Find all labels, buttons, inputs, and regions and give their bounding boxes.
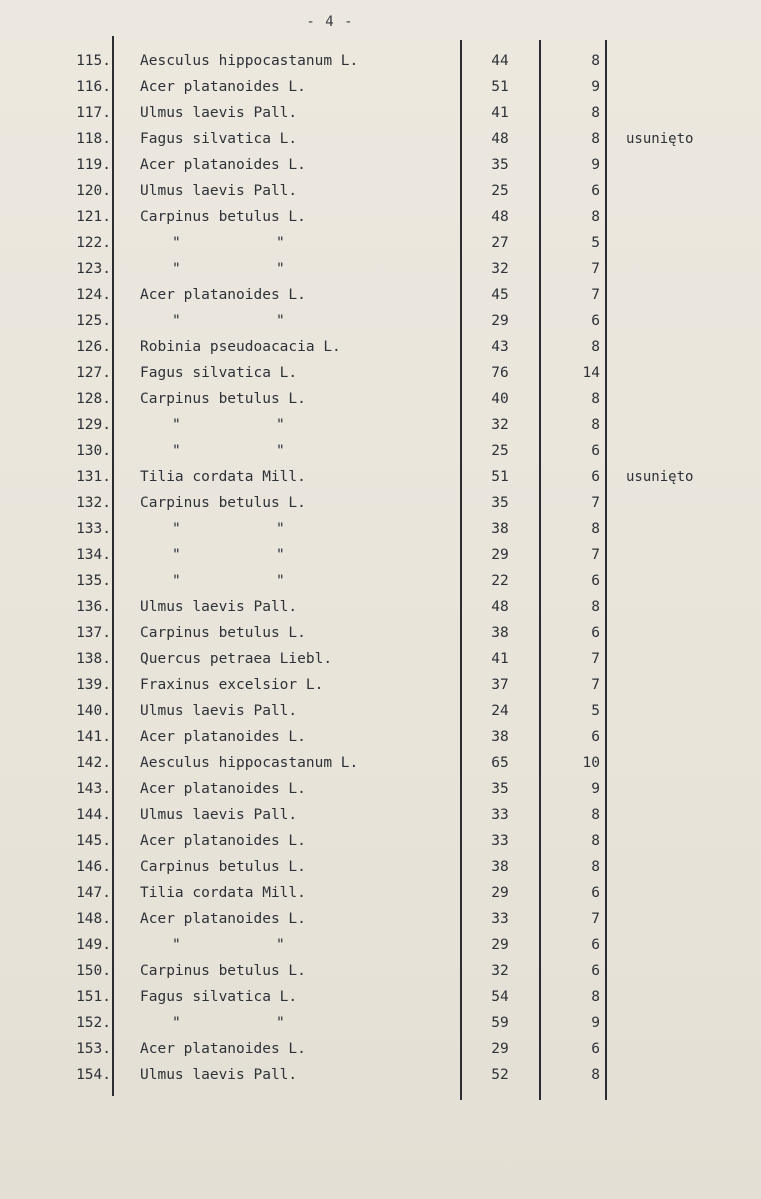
- table-row: [0, 672, 761, 698]
- table-row: [0, 360, 761, 386]
- ditto-mark-genus: ": [172, 261, 181, 277]
- table-row: [0, 178, 761, 204]
- row-number: 133.: [76, 521, 111, 537]
- value-column-2: 6: [591, 443, 600, 459]
- value-column-1: 59: [491, 1015, 509, 1031]
- table-row: [0, 100, 761, 126]
- value-column-2: 7: [591, 287, 600, 303]
- value-column-2: 6: [591, 313, 600, 329]
- species-name: Acer platanoides L.: [140, 287, 306, 303]
- ditto-mark-author: ": [276, 573, 285, 589]
- row-number: 141.: [76, 729, 111, 745]
- value-column-1: 29: [491, 1041, 509, 1057]
- table-row: [0, 490, 761, 516]
- species-name: Ulmus laevis Pall.: [140, 1067, 298, 1083]
- row-number: 117.: [76, 105, 111, 121]
- value-column-1: 37: [491, 677, 509, 693]
- table-row: [0, 1010, 761, 1036]
- value-column-2: 14: [582, 365, 600, 381]
- table-row: [0, 932, 761, 958]
- species-name: Carpinus betulus L.: [140, 391, 306, 407]
- row-number: 151.: [76, 989, 111, 1005]
- species-name: Carpinus betulus L.: [140, 495, 306, 511]
- row-number: 122.: [76, 235, 111, 251]
- value-column-1: 38: [491, 729, 509, 745]
- value-column-2: 6: [591, 937, 600, 953]
- value-column-2: 8: [591, 521, 600, 537]
- value-column-2: 8: [591, 599, 600, 615]
- value-column-1: 44: [491, 53, 509, 69]
- value-column-2: 6: [591, 469, 600, 485]
- value-column-1: 40: [491, 391, 509, 407]
- row-number: 120.: [76, 183, 111, 199]
- species-name: Aesculus hippocastanum L.: [140, 755, 359, 771]
- row-number: 123.: [76, 261, 111, 277]
- row-number: 154.: [76, 1067, 111, 1083]
- value-column-2: 8: [591, 209, 600, 225]
- species-name: Acer platanoides L.: [140, 1041, 306, 1057]
- row-number: 134.: [76, 547, 111, 563]
- table-row: [0, 1062, 761, 1088]
- row-number: 146.: [76, 859, 111, 875]
- row-number: 129.: [76, 417, 111, 433]
- value-column-1: 29: [491, 547, 509, 563]
- ditto-mark-genus: ": [172, 235, 181, 251]
- table-row: [0, 1036, 761, 1062]
- species-name: Acer platanoides L.: [140, 833, 306, 849]
- table-row: [0, 958, 761, 984]
- value-column-2: 7: [591, 677, 600, 693]
- species-name: Carpinus betulus L.: [140, 859, 306, 875]
- table-row: [0, 230, 761, 256]
- value-column-2: 5: [591, 235, 600, 251]
- table-row: [0, 516, 761, 542]
- species-name: Acer platanoides L.: [140, 729, 306, 745]
- table-row: [0, 256, 761, 282]
- value-column-2: 6: [591, 963, 600, 979]
- value-column-2: 8: [591, 131, 600, 147]
- row-number: 127.: [76, 365, 111, 381]
- value-column-2: 6: [591, 729, 600, 745]
- row-number: 132.: [76, 495, 111, 511]
- species-name: Robinia pseudoacacia L.: [140, 339, 341, 355]
- row-number: 139.: [76, 677, 111, 693]
- value-column-1: 25: [491, 443, 509, 459]
- row-number: 125.: [76, 313, 111, 329]
- table-row: [0, 750, 761, 776]
- ditto-mark-genus: ": [172, 313, 181, 329]
- row-number: 144.: [76, 807, 111, 823]
- ditto-mark-author: ": [276, 443, 285, 459]
- ditto-mark-author: ": [276, 521, 285, 537]
- table-row: [0, 568, 761, 594]
- ditto-mark-author: ": [276, 235, 285, 251]
- value-column-1: 32: [491, 963, 509, 979]
- row-number: 119.: [76, 157, 111, 173]
- species-name: Quercus petraea Liebl.: [140, 651, 333, 667]
- remark-note: usunięto: [626, 131, 694, 147]
- ditto-mark-author: ": [276, 261, 285, 277]
- value-column-1: 25: [491, 183, 509, 199]
- value-column-2: 7: [591, 547, 600, 563]
- row-number: 142.: [76, 755, 111, 771]
- row-number: 121.: [76, 209, 111, 225]
- value-column-2: 8: [591, 53, 600, 69]
- value-column-1: 76: [491, 365, 509, 381]
- table-row: [0, 828, 761, 854]
- value-column-1: 33: [491, 807, 509, 823]
- ditto-mark-genus: ": [172, 937, 181, 953]
- row-number: 126.: [76, 339, 111, 355]
- species-name: Aesculus hippocastanum L.: [140, 53, 359, 69]
- table-row: [0, 724, 761, 750]
- table-row: [0, 464, 761, 490]
- value-column-2: 8: [591, 105, 600, 121]
- table-row: [0, 412, 761, 438]
- value-column-1: 32: [491, 261, 509, 277]
- value-column-2: 8: [591, 807, 600, 823]
- species-name: Carpinus betulus L.: [140, 625, 306, 641]
- value-column-2: 9: [591, 157, 600, 173]
- value-column-1: 29: [491, 937, 509, 953]
- row-number: 150.: [76, 963, 111, 979]
- value-column-1: 35: [491, 781, 509, 797]
- table-row: [0, 594, 761, 620]
- species-name: Acer platanoides L.: [140, 79, 306, 95]
- species-name: Acer platanoides L.: [140, 911, 306, 927]
- species-name: Tilia cordata Mill.: [140, 885, 306, 901]
- row-number: 145.: [76, 833, 111, 849]
- value-column-1: 35: [491, 157, 509, 173]
- table-row: [0, 542, 761, 568]
- value-column-2: 7: [591, 911, 600, 927]
- species-name: Ulmus laevis Pall.: [140, 703, 298, 719]
- table-row: [0, 646, 761, 672]
- value-column-2: 7: [591, 495, 600, 511]
- value-column-1: 51: [491, 469, 509, 485]
- value-column-1: 29: [491, 313, 509, 329]
- value-column-1: 41: [491, 105, 509, 121]
- row-number: 115.: [76, 53, 111, 69]
- row-number: 143.: [76, 781, 111, 797]
- row-number: 135.: [76, 573, 111, 589]
- table-row: [0, 386, 761, 412]
- species-name: Fagus silvatica L.: [140, 365, 298, 381]
- value-column-1: 38: [491, 521, 509, 537]
- page-number: - 4 -: [306, 14, 354, 30]
- value-column-1: 43: [491, 339, 509, 355]
- table-row: [0, 906, 761, 932]
- ditto-mark-genus: ": [172, 417, 181, 433]
- value-column-2: 9: [591, 1015, 600, 1031]
- row-number: 137.: [76, 625, 111, 641]
- value-column-2: 5: [591, 703, 600, 719]
- value-column-1: 48: [491, 131, 509, 147]
- row-number: 136.: [76, 599, 111, 615]
- row-number: 128.: [76, 391, 111, 407]
- row-number: 148.: [76, 911, 111, 927]
- value-column-2: 7: [591, 261, 600, 277]
- table-row: [0, 152, 761, 178]
- value-column-2: 8: [591, 391, 600, 407]
- species-name: Carpinus betulus L.: [140, 963, 306, 979]
- species-name: Ulmus laevis Pall.: [140, 599, 298, 615]
- ditto-mark-author: ": [276, 547, 285, 563]
- row-number: 140.: [76, 703, 111, 719]
- value-column-2: 8: [591, 1067, 600, 1083]
- row-number: 131.: [76, 469, 111, 485]
- species-name: Ulmus laevis Pall.: [140, 183, 298, 199]
- value-column-1: 38: [491, 859, 509, 875]
- row-number: 149.: [76, 937, 111, 953]
- value-column-1: 38: [491, 625, 509, 641]
- row-number: 153.: [76, 1041, 111, 1057]
- table-row: [0, 74, 761, 100]
- value-column-1: 33: [491, 833, 509, 849]
- value-column-2: 8: [591, 339, 600, 355]
- value-column-1: 52: [491, 1067, 509, 1083]
- table-row: [0, 282, 761, 308]
- value-column-2: 8: [591, 833, 600, 849]
- table-row: [0, 308, 761, 334]
- value-column-1: 48: [491, 599, 509, 615]
- table-row: [0, 126, 761, 152]
- value-column-2: 6: [591, 183, 600, 199]
- value-column-2: 8: [591, 859, 600, 875]
- value-column-2: 6: [591, 885, 600, 901]
- value-column-1: 32: [491, 417, 509, 433]
- ditto-mark-genus: ": [172, 1015, 181, 1031]
- value-column-2: 9: [591, 79, 600, 95]
- row-number: 130.: [76, 443, 111, 459]
- species-name: Tilia cordata Mill.: [140, 469, 306, 485]
- value-column-2: 9: [591, 781, 600, 797]
- value-column-2: 6: [591, 573, 600, 589]
- value-column-1: 24: [491, 703, 509, 719]
- ditto-mark-author: ": [276, 417, 285, 433]
- table-row: [0, 48, 761, 74]
- species-name: Ulmus laevis Pall.: [140, 807, 298, 823]
- value-column-2: 8: [591, 417, 600, 433]
- value-column-2: 6: [591, 1041, 600, 1057]
- value-column-1: 45: [491, 287, 509, 303]
- value-column-1: 41: [491, 651, 509, 667]
- row-number: 116.: [76, 79, 111, 95]
- value-column-2: 8: [591, 989, 600, 1005]
- ditto-mark-author: ": [276, 937, 285, 953]
- ditto-mark-author: ": [276, 313, 285, 329]
- table-row: [0, 204, 761, 230]
- remark-note: usunięto: [626, 469, 694, 485]
- table-row: [0, 620, 761, 646]
- table-row: [0, 984, 761, 1010]
- value-column-1: 54: [491, 989, 509, 1005]
- species-name: Carpinus betulus L.: [140, 209, 306, 225]
- table-row: [0, 802, 761, 828]
- value-column-1: 65: [491, 755, 509, 771]
- species-name: Fraxinus excelsior L.: [140, 677, 324, 693]
- table-row: [0, 334, 761, 360]
- row-number: 138.: [76, 651, 111, 667]
- ditto-mark-genus: ": [172, 573, 181, 589]
- value-column-2: 6: [591, 625, 600, 641]
- ditto-mark-genus: ": [172, 547, 181, 563]
- species-name: Fagus silvatica L.: [140, 989, 298, 1005]
- ditto-mark-genus: ": [172, 443, 181, 459]
- species-name: Acer platanoides L.: [140, 157, 306, 173]
- table-row: [0, 438, 761, 464]
- species-name: Fagus silvatica L.: [140, 131, 298, 147]
- value-column-1: 51: [491, 79, 509, 95]
- table-row: [0, 854, 761, 880]
- value-column-1: 35: [491, 495, 509, 511]
- row-number: 147.: [76, 885, 111, 901]
- value-column-1: 33: [491, 911, 509, 927]
- value-column-2: 7: [591, 651, 600, 667]
- row-number: 118.: [76, 131, 111, 147]
- ditto-mark-genus: ": [172, 521, 181, 537]
- ditto-mark-author: ": [276, 1015, 285, 1031]
- value-column-1: 22: [491, 573, 509, 589]
- table-row: [0, 698, 761, 724]
- value-column-1: 29: [491, 885, 509, 901]
- species-name: Ulmus laevis Pall.: [140, 105, 298, 121]
- value-column-2: 10: [582, 755, 600, 771]
- value-column-1: 27: [491, 235, 509, 251]
- value-column-1: 48: [491, 209, 509, 225]
- row-number: 124.: [76, 287, 111, 303]
- table-row: [0, 880, 761, 906]
- row-number: 152.: [76, 1015, 111, 1031]
- table-row: [0, 776, 761, 802]
- species-name: Acer platanoides L.: [140, 781, 306, 797]
